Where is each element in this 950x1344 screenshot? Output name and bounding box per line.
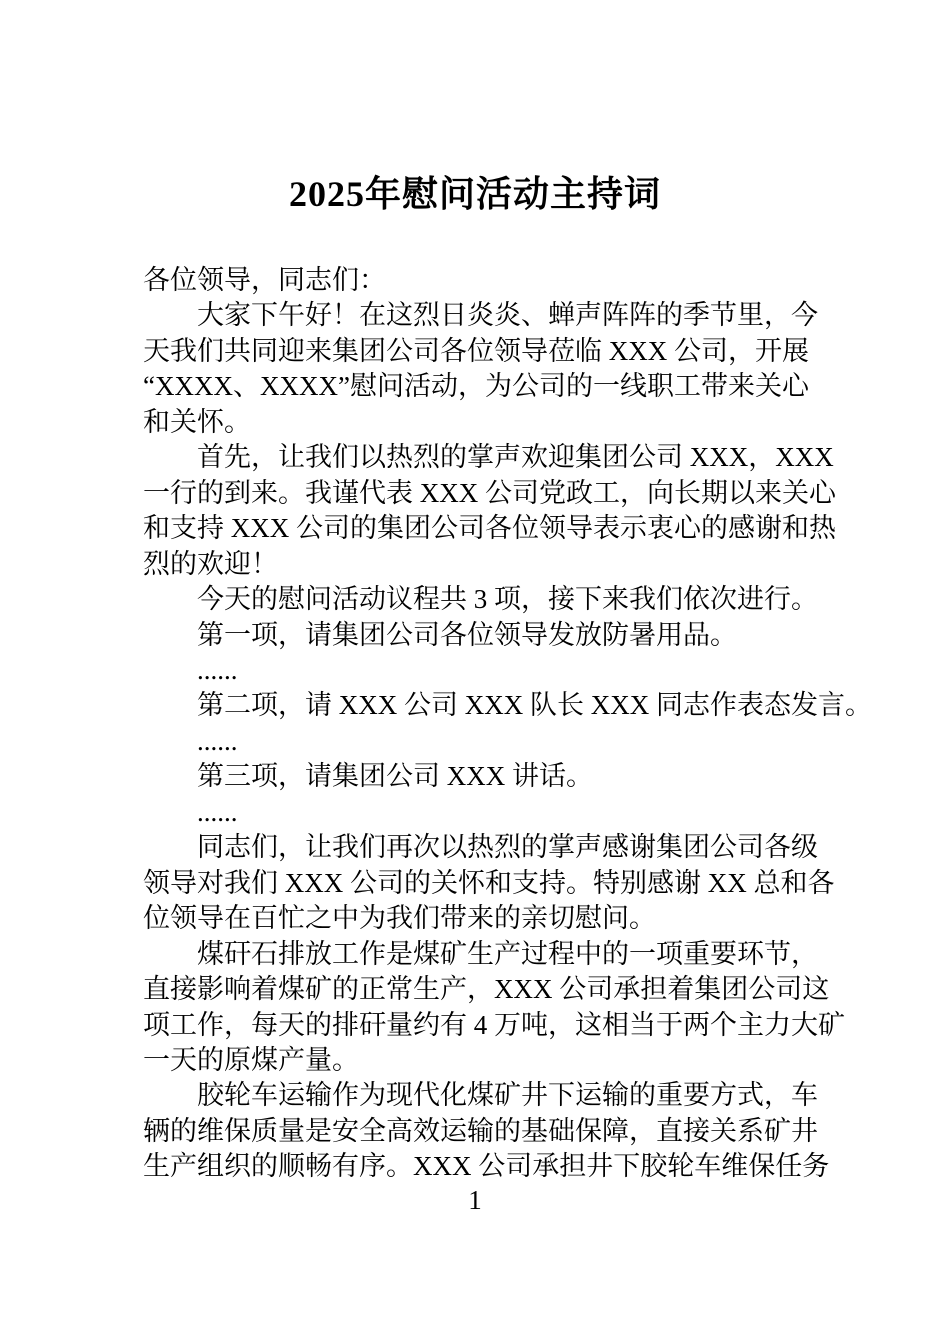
- text-line: ......: [197, 796, 238, 827]
- text-line: 项工作，每天的排矸量约有 4 万吨，这相当于两个主力大矿: [143, 1009, 845, 1040]
- document-body: [143, 263, 872, 1185]
- text-line: 烈的欢迎！: [143, 548, 278, 579]
- text-line: 领导对我们 XXX 公司的关怀和支持。特别感谢 XX 总和各: [143, 867, 835, 898]
- document-title: 2025年慰问活动主持词: [288, 174, 661, 214]
- text-line: 首先，让我们以热烈的掌声欢迎集团公司 XXX，XXX: [197, 442, 834, 473]
- text-line: 今天的慰问活动议程共 3 项，接下来我们依次进行。: [197, 584, 818, 615]
- text-line: 大家下午好！在这烈日炎炎、蝉声阵阵的季节里，今: [197, 300, 818, 331]
- text-line: 天我们共同迎来集团公司各位领导莅临 XXX 公司，开展: [143, 335, 809, 366]
- page-number: 1: [468, 1185, 482, 1215]
- text-line: “XXXX、XXXX”慰问活动，为公司的一线职工带来关心: [143, 371, 809, 402]
- text-line: 煤矸石排放工作是煤矿生产过程中的一项重要环节，: [197, 938, 818, 969]
- text-line: 同志们，让我们再次以热烈的掌声感谢集团公司各级: [197, 832, 818, 863]
- text-line: 和支持 XXX 公司的集团公司各位领导表示衷心的感谢和热: [143, 513, 836, 544]
- text-line: 第二项，请 XXX 公司 XXX 队长 XXX 同志作表态发言。: [197, 690, 872, 721]
- text-line: 一天的原煤产量。: [143, 1044, 359, 1075]
- text-line: 位领导在百忙之中为我们带来的亲切慰问。: [143, 903, 656, 934]
- text-line: 各位领导，同志们：: [143, 265, 386, 295]
- text-line: ......: [197, 654, 238, 685]
- text-line: 第三项，请集团公司 XXX 讲话。: [197, 761, 593, 792]
- text-line: 直接影响着煤矿的正常生产，XXX 公司承担着集团公司这: [143, 974, 830, 1005]
- text-line: ......: [197, 725, 238, 756]
- text-line: 生产组织的顺畅有序。XXX 公司承担井下胶轮车维保任务: [143, 1151, 830, 1182]
- text-line: 胶轮车运输作为现代化煤矿井下运输的重要方式，车: [197, 1080, 818, 1111]
- text-line: 和关怀。: [143, 406, 251, 437]
- text-line: 辆的维保质量是安全高效运输的基础保障，直接关系矿井: [143, 1115, 818, 1146]
- text-line: 一行的到来。我谨代表 XXX 公司党政工，向长期以来关心: [143, 477, 836, 508]
- text-line: 第一项，请集团公司各位领导发放防暑用品。: [197, 619, 737, 650]
